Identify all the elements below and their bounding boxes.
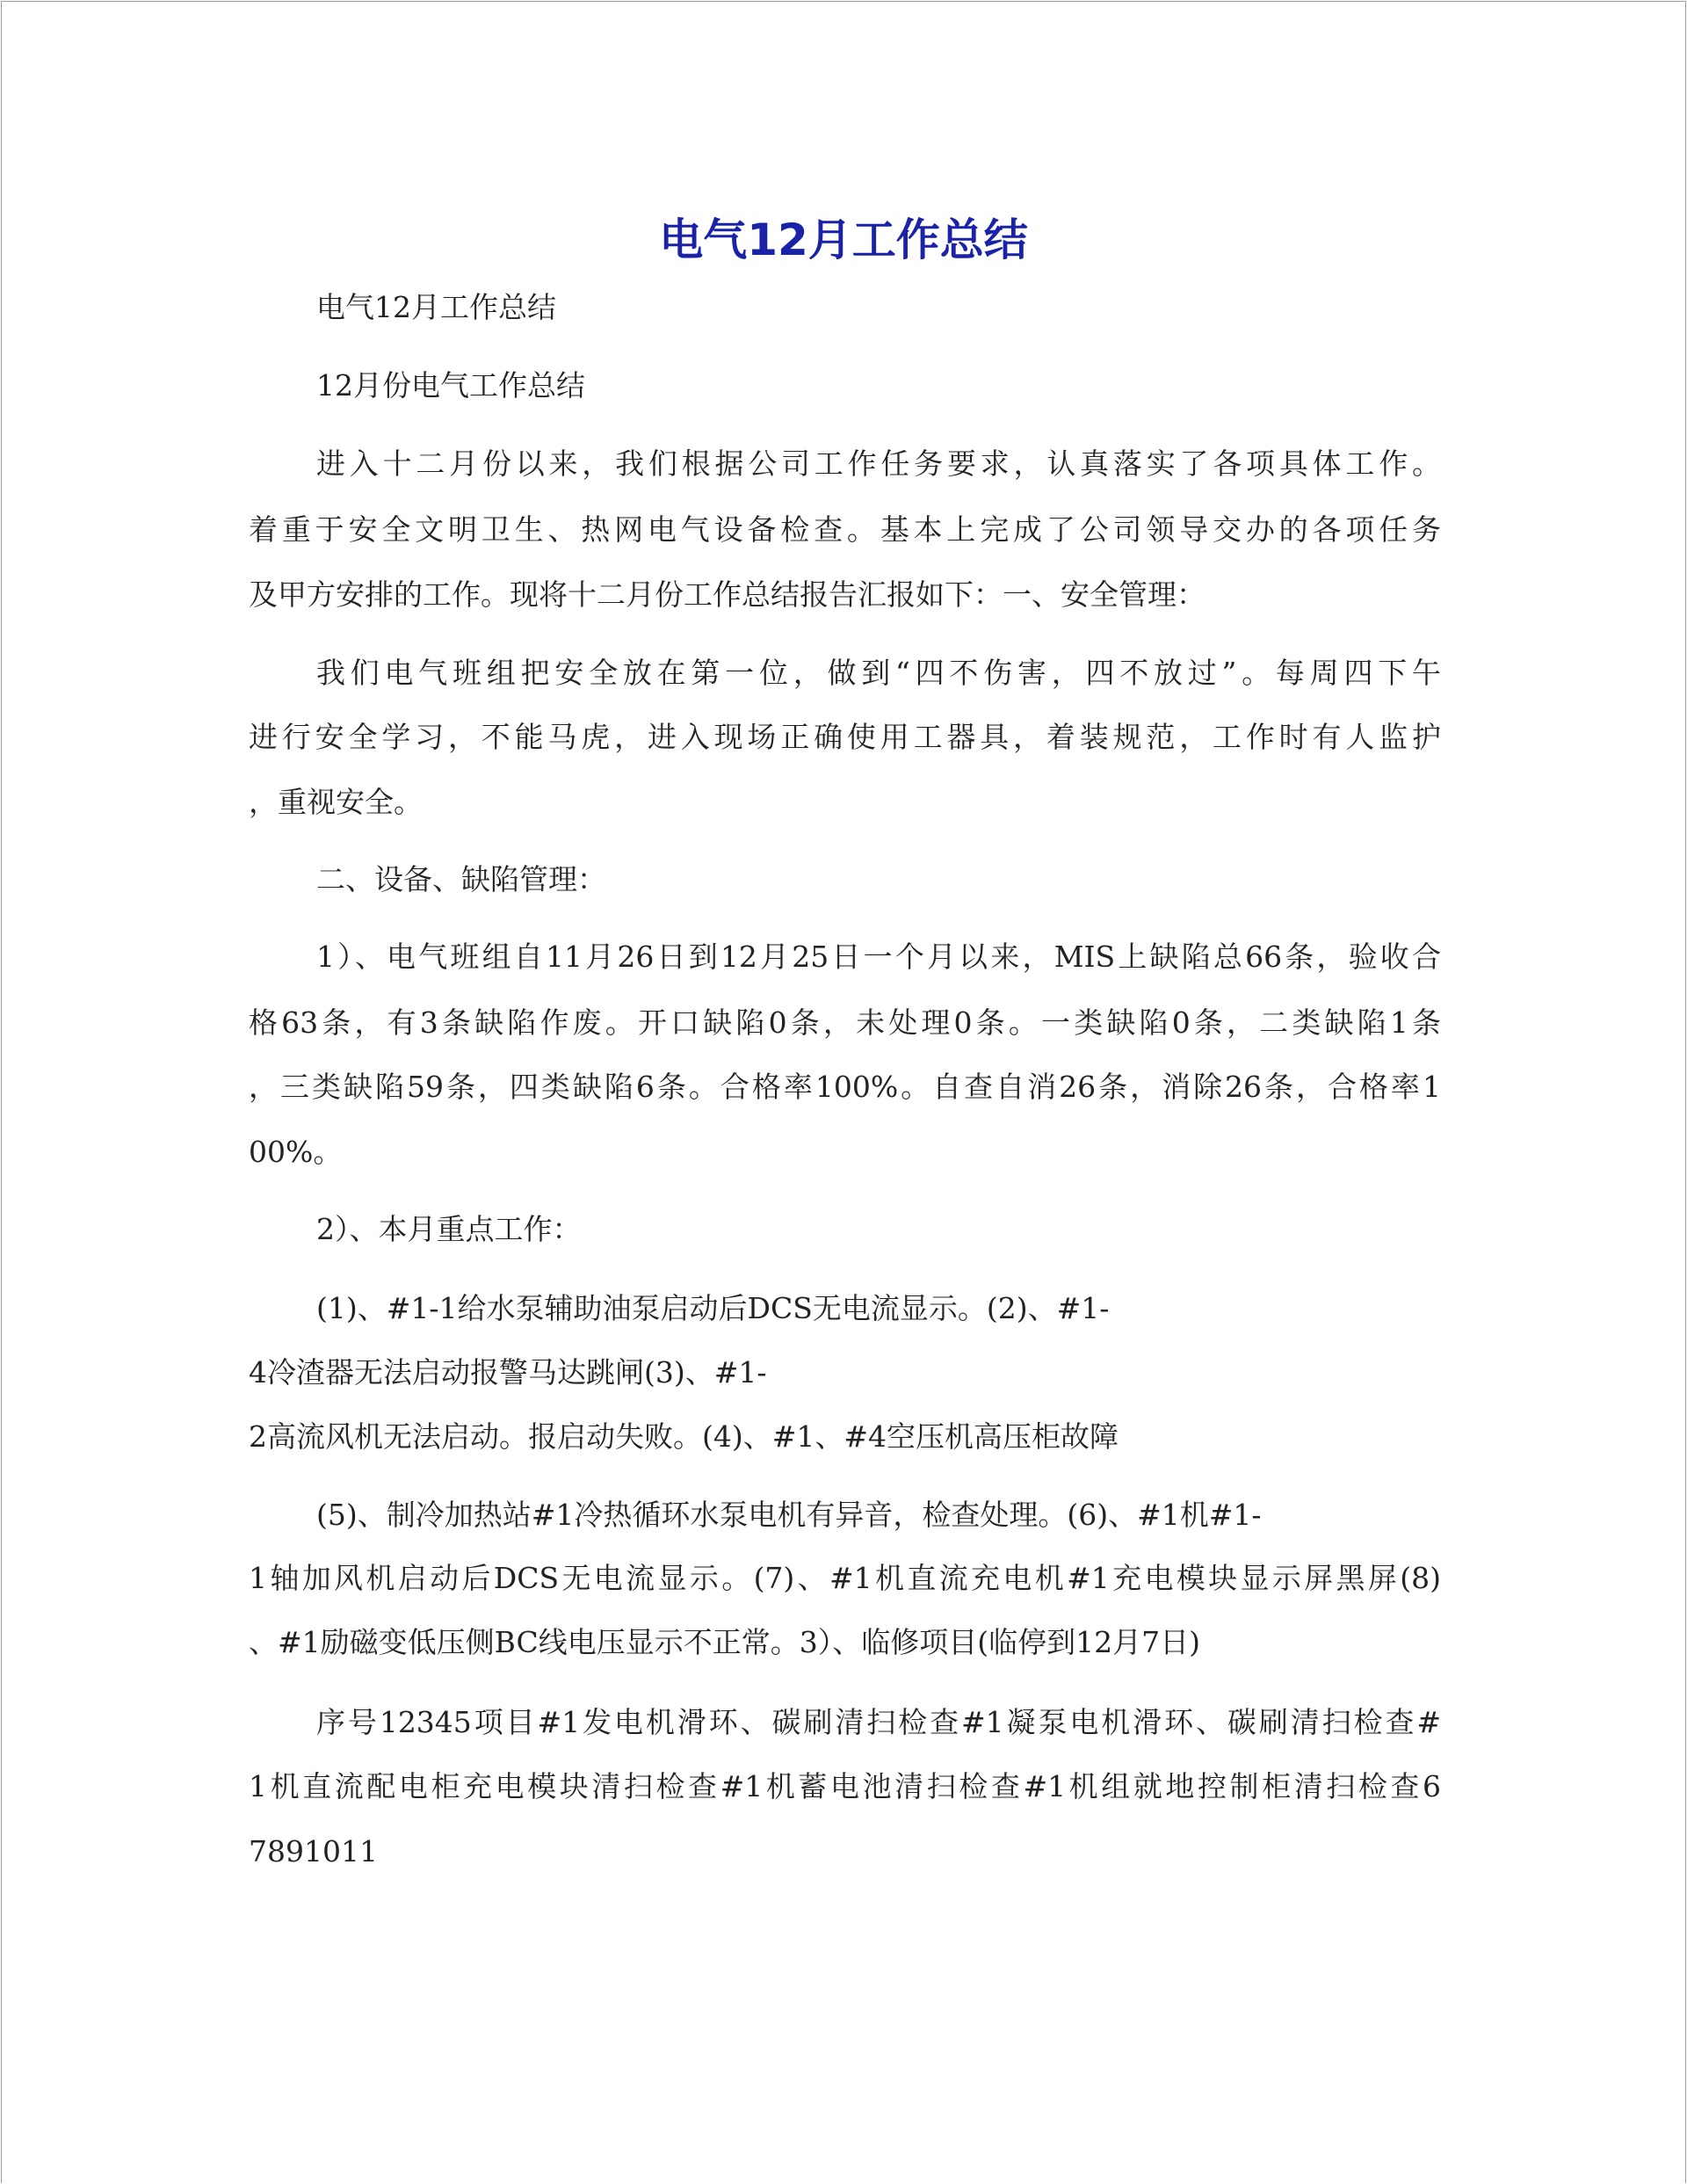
text-line: 进行安全学习，不能马虎，进入现场正确使用工器具，着装规范，工作时有人监护 <box>249 720 1441 754</box>
text-line: 序号12345项目#1发电机滑环、碳刷清扫检查#1凝泵电机滑环、碳刷清扫检查# <box>316 1705 1441 1739</box>
text-line: (5)、制冷加热站#1冷热循环水泵电机有异音，检查处理。(6)、#1机#1- <box>316 1498 1262 1532</box>
text-line: 进入十二月份以来，我们根据公司工作任务要求，认真落实了各项具体工作。 <box>316 446 1441 481</box>
text-line: 电气12月工作总结 <box>316 290 556 324</box>
text-line: ，三类缺陷59条，四类缺陷6条。合格率100%。自查自消26条，消除26条，合格率1 <box>249 1070 1441 1104</box>
text-line: 1机直流配电柜充电模块清扫检查#1机蓄电池清扫检查#1机组就地控制柜清扫检查6 <box>249 1769 1441 1803</box>
text-line: (1)、#1-1给水泵辅助油泵启动后DCS无电流显示。(2)、#1- <box>316 1291 1110 1325</box>
text-line: 二、设备、缺陷管理： <box>316 862 606 896</box>
text-line: 着重于安全文明卫生、热网电气设备检查。基本上完成了公司领导交办的各项任务 <box>249 512 1441 547</box>
text-line: 我们电气班组把安全放在第一位，做到“四不伤害，四不放过”。每周四下午 <box>316 656 1441 690</box>
document-title: 电气12月工作总结 <box>659 214 1028 265</box>
text-line: 2）、本月重点工作： <box>316 1212 582 1246</box>
text-line: 及甲方安排的工作。现将十二月份工作总结报告汇报如下：一、安全管理： <box>249 577 1206 612</box>
text-line: 00%。 <box>249 1135 343 1169</box>
text-line: 12月份电气工作总结 <box>316 368 585 403</box>
text-line: 4冷渣器无法启动报警马达跳闸(3)、#1- <box>249 1355 767 1389</box>
text-line: ，重视安全。 <box>249 785 423 819</box>
text-line: 格63条，有3条缺陷作废。开口缺陷0条，未处理0条。一类缺陷0条，二类缺陷1条 <box>249 1005 1441 1040</box>
text-line: 7891011 <box>249 1834 378 1868</box>
text-line: 、#1励磁变低压侧BC线电压显示不正常。3）、临修项目(临停到12月7日) <box>249 1625 1200 1659</box>
text-line: 2高流风机无法启动。报启动失败。(4)、#1、#4空压机高压柜故障 <box>249 1419 1119 1454</box>
text-line: 1轴加风机启动后DCS无电流显示。(7)、#1机直流充电机#1充电模块显示屏黑屏(8) <box>249 1561 1441 1595</box>
text-line: 1）、电气班组自11月26日到12月25日一个月以来，MIS上缺陷总66条，验收合 <box>316 940 1441 974</box>
